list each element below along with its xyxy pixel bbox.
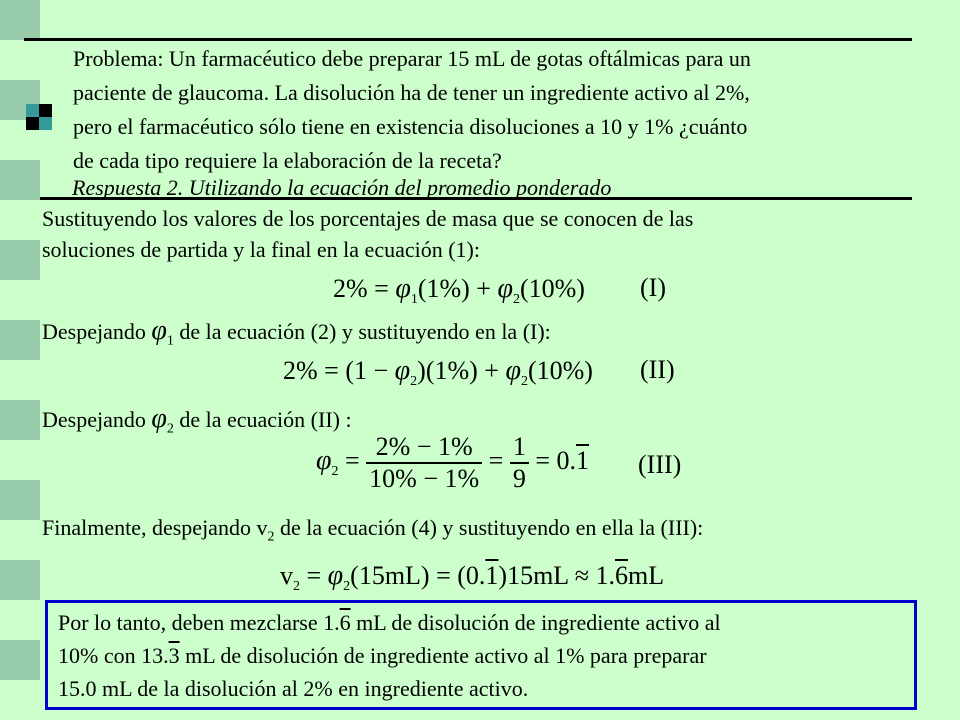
equation-1: $2\% = \varphi_1(1\%) + \varphi_2(10\%)$ <box>333 273 585 308</box>
problem-line: de cada tipo requiere la elaboración de la receta? <box>73 148 502 173</box>
equation-3-tag: (III) <box>638 450 682 479</box>
problem-line: paciente de glaucoma. La disolución ha de tener un ingrediente activo al 2%, <box>73 80 750 105</box>
step-3-text: Despejando $\varphi_2$ de la ecuación (II) : <box>42 403 352 437</box>
intro-line: soluciones de partida y la final en la ecuación (1): <box>42 237 480 262</box>
decor-square-teal <box>39 117 52 130</box>
answer-line: 15.0 mL de la disolución al 2% en ingrediente activo. <box>58 676 529 701</box>
answer-box <box>45 600 917 710</box>
problem-line: Problema: Un farmacéutico debe preparar 15 mL de gotas oftálmicas para un <box>73 46 751 71</box>
decor-square-teal <box>26 104 39 117</box>
equation-2: $2\% = (1 - \varphi_2)(1\%) + \varphi_2(10\%)$ <box>283 355 593 390</box>
subtitle: Respuesta 2. Utilizando la ecuación del promedio ponderado <box>72 175 612 200</box>
equation-1-tag: (I) <box>640 273 666 302</box>
answer-text <box>58 606 721 705</box>
problem-text <box>73 42 751 178</box>
problem-line: pero el farmacéutico sólo tiene en existencia disoluciones a 10 y 1% ¿cuánto <box>73 114 748 139</box>
top-rule <box>24 38 912 41</box>
intro-line: Sustituyendo los valores de los porcentajes de masa que se conocen de las <box>42 206 694 231</box>
answer-line: 10% con 13.3 mL de disolución de ingrediente activo al 1% para preparar <box>58 643 707 668</box>
step-2-text: Despejando $\varphi_1$ de la ecuación (2) y sustituyendo en la (I): <box>42 315 551 349</box>
decor-square-black <box>39 104 52 117</box>
equation-2-tag: (II) <box>640 355 675 384</box>
fraction-one-ninth: $\frac{1}{9}$ <box>510 432 529 494</box>
intro-text <box>42 203 693 265</box>
step-4-text: Finalmente, despejando $v_2$ de la ecuación (4) y sustituyendo en ella la (III): <box>42 515 704 545</box>
fraction-percent: $\frac{2\% - 1\%}{10\% - 1\%}$ <box>366 432 482 494</box>
equation-4: $v_2 = \varphi_2(15mL) = (0.1)15mL \approx 1.6mL$ <box>280 560 665 595</box>
answer-line: Por lo tanto, deben mezclarse 1.6 mL de disolución de ingrediente activo al <box>58 610 721 635</box>
equation-3: $\varphi_2$ = $\frac{2\% - 1\%}{10\% - 1\%}$ = $\frac{1}{9}$ = 0.1 <box>316 432 589 493</box>
decor-square-black <box>26 117 39 130</box>
